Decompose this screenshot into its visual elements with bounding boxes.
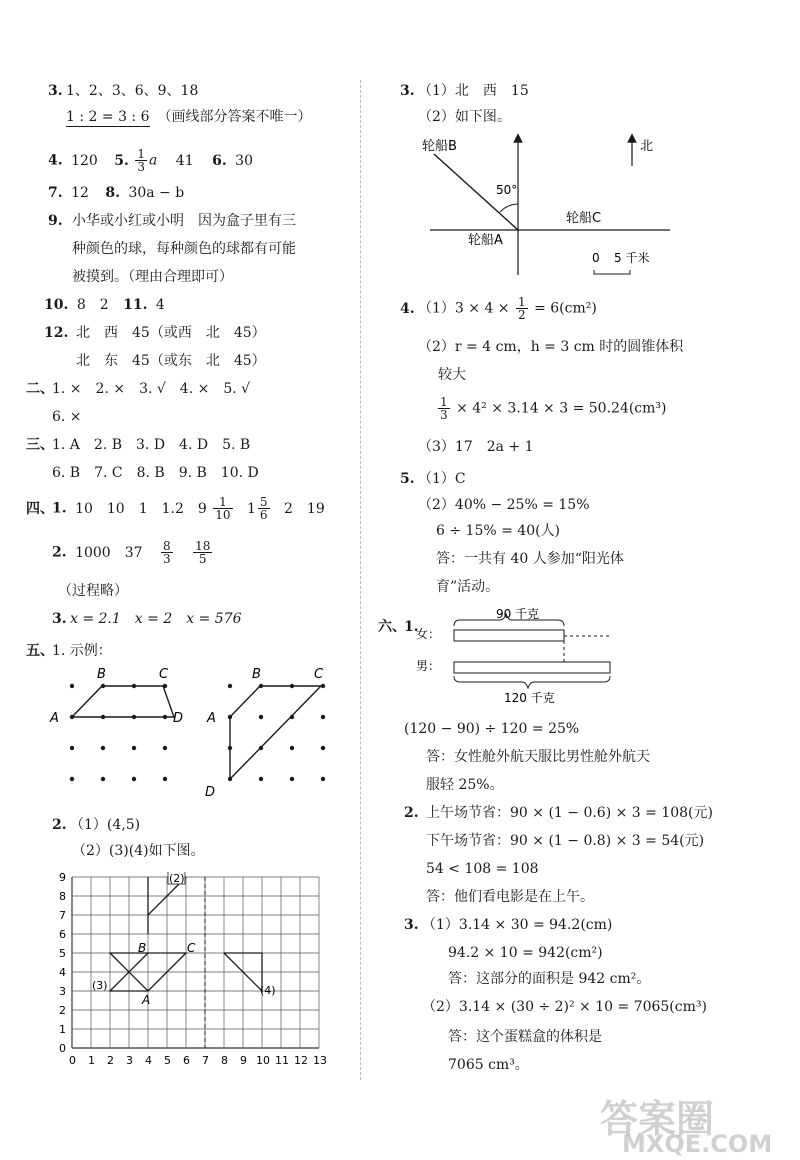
item-number: 3.	[404, 917, 419, 933]
answer-row-10-11	[44, 298, 165, 312]
item-number: 2.	[52, 817, 67, 833]
answer-text: 答：他们看电影是在上午。	[426, 889, 594, 905]
answer-text: （2）40% − 25% = 15%	[418, 497, 590, 513]
item-number: 3.	[48, 83, 63, 99]
ship-b-label: 轮船B	[422, 139, 457, 154]
fraction: $\frac{1}{10}$	[215, 495, 231, 522]
answer-text: 被摸到。（理由合理即可）	[72, 269, 233, 285]
angle-label: 50°	[496, 183, 518, 197]
grid-lines	[72, 877, 319, 1048]
answer-text: 小华或小红或小明 因为盒子里有三	[72, 213, 296, 229]
answer-text: 2 19	[284, 500, 325, 517]
answer-text: 种颜色的球，每种颜色的球都有可能	[72, 241, 296, 257]
answer-text: 答：女性舱外航天服比男性舱外航天	[426, 749, 650, 765]
answer-text: （1）3 × 4 ×	[418, 300, 510, 317]
item-number: 6.	[212, 152, 227, 169]
underlined-ratio: 1 : 2 = 3 : 6	[66, 109, 150, 125]
answer-row-7-8	[48, 186, 184, 200]
answer-text: (120 − 90) ÷ 120 = 25%	[404, 721, 580, 737]
male-label: 男：	[416, 659, 441, 673]
y-tick-label: 5	[59, 947, 66, 960]
item-number: 1.	[404, 619, 419, 635]
answer-text: （1）3.14 × 30 = 94.2(cm)	[422, 917, 613, 933]
answer-text: 1. A 2. B 3. D 4. D 5. B	[52, 437, 251, 453]
point-label-a: A	[50, 711, 59, 726]
variable: a	[148, 152, 158, 169]
answer-text: 下午场节省：90 × (1 − 0.8) × 3 = 54(元)	[426, 833, 705, 849]
item-number: 5.	[114, 152, 129, 169]
item-number: 1.	[52, 500, 67, 517]
point-label-c: C	[187, 941, 196, 955]
answer-text: （3）17 2a + 1	[418, 439, 534, 455]
answer-text: 答：这个蛋糕盒的体积是	[448, 1029, 602, 1045]
answer-note: （过程略）	[58, 583, 128, 599]
grid-dot	[163, 746, 167, 750]
section-label: 四、	[26, 501, 54, 517]
trapezoid-shape	[72, 686, 174, 717]
x-tick-label: 0	[69, 1054, 76, 1067]
bar-diagram	[416, 608, 616, 708]
answer-text: 答：这部分的面积是 942 cm²。	[448, 971, 651, 987]
x-tick-label: 11	[275, 1054, 289, 1067]
x-tick-label: 5	[164, 1054, 171, 1067]
point-label-b: B	[138, 941, 147, 955]
answer-row-4-6	[48, 148, 253, 173]
item-number: 3.	[400, 83, 415, 99]
answer-text: 94.2 × 10 = 942(cm²)	[448, 945, 603, 961]
answer-text: 育”活动。	[436, 579, 500, 595]
grid-dot	[290, 777, 294, 781]
fraction: $\frac{8}{3}$	[162, 539, 171, 566]
watermark-logo: 答案圈	[600, 1097, 715, 1141]
point-label-d: D	[173, 711, 184, 726]
answer-text: 1、2、3、6、9、18	[66, 83, 199, 99]
grid-dot	[321, 746, 325, 750]
answer-row-4-1	[418, 296, 597, 321]
x-tick-label: 8	[221, 1054, 228, 1067]
answer-text: 上午场节省：90 × (1 − 0.6) × 3 = 108(元)	[426, 805, 713, 821]
point-label-b: B	[252, 667, 261, 682]
answer-text: （1）(4,5)	[70, 817, 141, 833]
answer-text: 8 2	[76, 297, 109, 313]
answer-text: 4	[155, 297, 165, 313]
watermark-url: MXQE.COM	[622, 1130, 773, 1158]
item-number: 3.	[52, 611, 67, 627]
grid-dot	[321, 715, 325, 719]
dot-grid-left	[70, 684, 167, 781]
grid-dot	[132, 777, 136, 781]
answer-text: 30a − b	[128, 185, 185, 201]
item-number: 7.	[48, 185, 63, 201]
answer-text: 12	[71, 185, 89, 201]
female-bar	[454, 630, 564, 641]
answer-row-cone	[436, 396, 667, 421]
grid-dot	[228, 684, 232, 688]
x-tick-label: 12	[294, 1054, 308, 1067]
answer-text: 120	[71, 152, 98, 169]
grid-dot	[101, 746, 105, 750]
item-number: 12.	[44, 325, 69, 341]
answer-text: 答：一共有 40 人参加“阳光体	[436, 551, 624, 567]
fraction: $\frac{1}{2}$	[518, 295, 526, 322]
x-tick-label: 10	[256, 1054, 270, 1067]
x-tick-label: 9	[240, 1054, 247, 1067]
section-label: 五、	[26, 643, 54, 659]
point-label-d: D	[205, 785, 216, 800]
item-number: 2.	[404, 805, 419, 821]
y-tick-label: 7	[59, 909, 66, 922]
y-tick-label: 9	[59, 872, 66, 884]
female-label: 女：	[416, 627, 441, 641]
bar-top-label: 90 千克	[496, 608, 540, 621]
item-number: 4.	[400, 301, 415, 317]
grid-dot	[290, 746, 294, 750]
answer-text: 1	[246, 500, 256, 517]
answer-text: （1）北 西 15	[418, 83, 529, 99]
x-tick-label: 7	[202, 1054, 209, 1067]
scale-five: 5 千米	[614, 251, 650, 265]
ship-c-label: 轮船C	[566, 211, 602, 226]
answer-text: 10 10 1 1.2 9	[75, 500, 207, 517]
answer-text: 北 西 45（或西 北 45）	[76, 325, 266, 341]
x-tick-label: 3	[126, 1054, 133, 1067]
y-tick-label: 3	[59, 985, 66, 998]
ship-a-label: 轮船A	[468, 233, 503, 248]
point-label-c: C	[314, 667, 324, 682]
x-tick-label: 6	[183, 1054, 190, 1067]
grid-dot	[259, 715, 263, 719]
answer-text: 较大	[438, 367, 466, 383]
column-divider	[360, 80, 361, 1080]
bar-bottom-label: 120 千克	[504, 691, 555, 705]
label-2: (2)	[169, 872, 185, 885]
answer-row-4-2	[52, 540, 214, 565]
y-tick-label: 0	[59, 1042, 66, 1055]
x-tick-label: 1	[88, 1054, 95, 1067]
item-number: 5.	[400, 471, 415, 487]
item-number: 8.	[105, 185, 120, 201]
answer-text: = 6(cm²)	[534, 300, 597, 317]
answer-text: 54 < 108 = 108	[426, 861, 539, 877]
y-tick-label: 1	[59, 1023, 66, 1036]
quadrilateral-shape	[230, 686, 321, 779]
item-number: 4.	[48, 152, 63, 169]
answer-text: 1000 37	[75, 544, 143, 561]
point-label-b: B	[97, 667, 106, 682]
answer-text: （2）3.14 × (30 ÷ 2)² × 10 = 7065(cm³)	[422, 999, 707, 1015]
item-number: 2.	[52, 544, 67, 561]
answer-text: 7065 cm³。	[448, 1057, 529, 1073]
ratio-line	[66, 110, 312, 124]
grid-dot	[132, 746, 136, 750]
item-number: 10.	[44, 297, 69, 313]
y-tick-label: 8	[59, 890, 66, 903]
label-3: (3)	[92, 979, 108, 992]
answer-text: 30	[235, 152, 253, 169]
dot-grid-figures	[40, 660, 340, 800]
answer-text: 北 东 45（或东 北 45）	[76, 353, 266, 369]
answer-text: 41	[175, 152, 194, 169]
x-tick-label: 13	[313, 1054, 327, 1067]
answer-text: 1. × 2. × 3. √ 4. × 5. √	[52, 381, 251, 397]
answer-text: （2）r = 4 cm，h = 3 cm 时的圆锥体积	[418, 339, 684, 355]
y-tick-label: 6	[59, 928, 66, 941]
answer-text: 6. B 7. C 8. B 9. B 10. D	[52, 465, 259, 481]
answer-text: x = 2.1 x = 2 x = 576	[70, 611, 242, 627]
answer-text: （2）(3)(4)如下图。	[72, 843, 205, 859]
fraction: $\frac{1}{3}$	[440, 395, 448, 422]
ratio-note: （画线部分答案不唯一）	[157, 109, 312, 125]
grid-tick-labels	[59, 872, 327, 1067]
y-tick-label: 4	[59, 966, 66, 979]
scale-zero: 0	[592, 251, 600, 265]
x-tick-label: 4	[145, 1054, 152, 1067]
grid-dot	[70, 777, 74, 781]
point-label-c: C	[159, 667, 169, 682]
fraction: $\frac{18}{5}$	[195, 539, 211, 566]
item-number: 9.	[48, 213, 63, 229]
bottom-brace	[454, 676, 610, 688]
y-tick-label: 2	[59, 1004, 66, 1017]
grid-dot	[321, 777, 325, 781]
answer-text: 6 ÷ 15% = 40(人)	[436, 523, 561, 539]
answer-text: 1. 示例：	[52, 643, 112, 659]
male-bar	[454, 662, 610, 673]
answer-row-4-1	[52, 496, 325, 521]
section-label: 六、	[378, 619, 406, 635]
answer-text: × 4² × 3.14 × 3 = 50.24(cm³)	[456, 400, 667, 417]
grid-dot	[101, 777, 105, 781]
angle-arc	[500, 204, 518, 212]
section-label: 二、	[26, 381, 54, 397]
grid-dot	[70, 746, 74, 750]
answer-text: 服轻 25%。	[426, 777, 504, 793]
point-label-a: A	[207, 711, 216, 726]
coordinate-grid	[50, 872, 350, 1072]
fraction: $\frac{5}{6}$	[259, 495, 268, 522]
label-4: (4)	[260, 984, 276, 997]
section-label: 三、	[26, 437, 54, 453]
grid-dot	[259, 777, 263, 781]
grid-dot	[163, 777, 167, 781]
answer-text: 6. ×	[52, 409, 82, 425]
item-number: 11.	[123, 297, 148, 313]
scale-bar	[594, 270, 630, 274]
grid-dot	[70, 684, 74, 688]
fraction: $\frac{1}{3}$	[137, 147, 145, 174]
point-label-a: A	[142, 993, 151, 1007]
ship-map	[410, 130, 690, 280]
answer-text: （1）C	[418, 471, 466, 487]
north-label: 北	[640, 139, 654, 154]
x-tick-label: 2	[107, 1054, 114, 1067]
answer-text: （2）如下图。	[418, 109, 511, 125]
